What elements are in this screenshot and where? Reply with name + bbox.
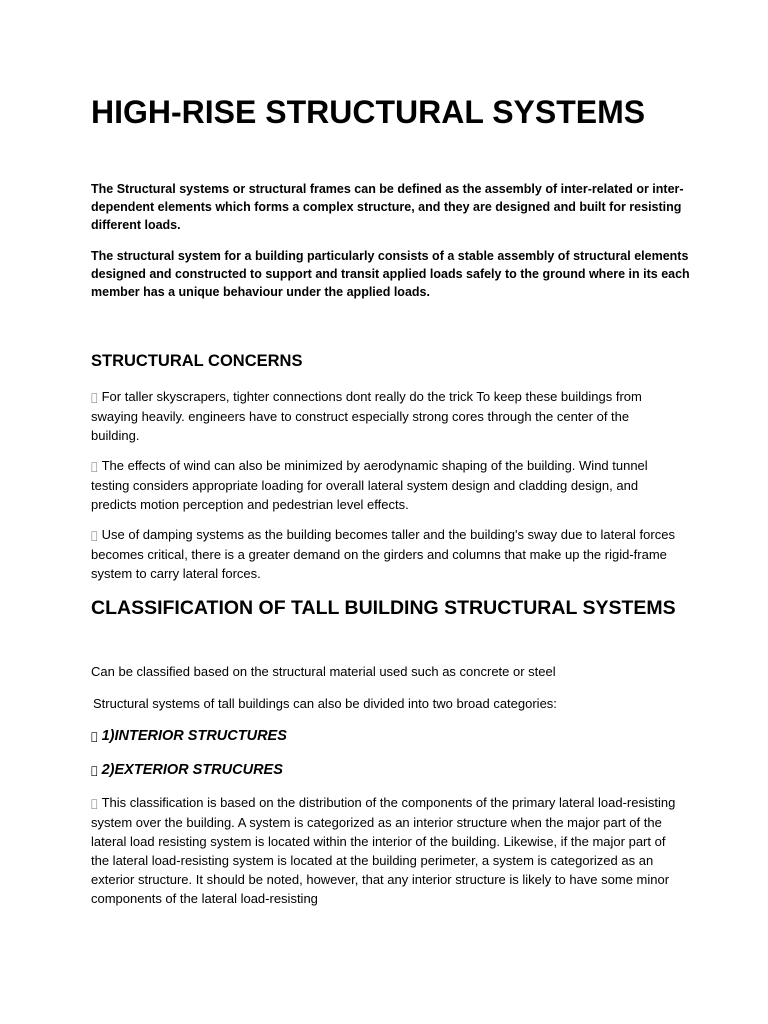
concern-item-2 [91, 456, 681, 514]
bullet-icon [91, 529, 98, 542]
concern-item-text: Use of damping systems as the building becomes taller and the building's sway due to lateral forces becomes critical, there is a greater demand on the girders and columns that make up the rigid-frame system to carry lateral forces. [91, 527, 669, 581]
bullet-icon [91, 764, 98, 777]
classification-paragraph-2: Structural systems of tall buildings can also be divided into two broad categories: [93, 696, 557, 711]
document-title: HIGH-RISE STRUCTURAL SYSTEMS [91, 94, 646, 130]
category-label: 1)INTERIOR STRUCTURES [95, 728, 281, 744]
classification-paragraph-3 [91, 793, 681, 908]
bullet-icon [91, 460, 98, 473]
intro-paragraph-2: The structural system for a building particularly consists of a stable assembly of structural elements designed and constructed to support and transit applied loads safely to the ground where in its each member has a unique behaviour under the applied loads. [91, 249, 690, 299]
concern-item-3 [91, 525, 681, 583]
category-label: 2)EXTERIOR STRUCURES [95, 762, 277, 778]
classification-heading: CLASSIFICATION OF TALL BUILDING STRUCTURAL SYSTEMS [91, 597, 676, 619]
classification-paragraph-1: Can be classified based on the structural material used such as concrete or steel [91, 664, 556, 679]
category-exterior [91, 760, 283, 781]
concern-item-text: The effects of wind can also be minimized by aerodynamic shaping of the building. Wind tunnel testing considers appropriate loading for overall lateral system design and cladding design, and predicts motion perception and pedestrian level effects. [91, 458, 642, 512]
bullet-icon [91, 391, 98, 404]
structural-concerns-heading: STRUCTURAL CONCERNS [91, 352, 303, 370]
concern-item-1 [91, 387, 681, 445]
bullet-icon [91, 730, 98, 743]
category-interior [91, 726, 287, 747]
classification-paragraph-text: This classification is based on the distribution of the components of the primary lateral load-resisting system over the building. A system is categorized as an interior structure when the major part of the lateral load resisting system is located within the interior of the building. Likewise, if the major part of the lateral load-resisting system is located at the building perimeter, a system is categorized as an exterior structure. It should be noted, however, that any interior structure is likely to have some minor components of the lateral load-resisting [91, 795, 670, 906]
bullet-icon [91, 797, 98, 810]
concern-item-text: For taller skyscrapers, tighter connections dont really do the trick To keep these buildings from swaying heavily. engineers have to construct especially strong cores through the center of the building. [91, 389, 636, 443]
intro-paragraph-1: The Structural systems or structural frames can be defined as the assembly of inter-related or inter-dependent elements which forms a complex structure, and they are designed and built for resisting different loads. [91, 182, 684, 232]
